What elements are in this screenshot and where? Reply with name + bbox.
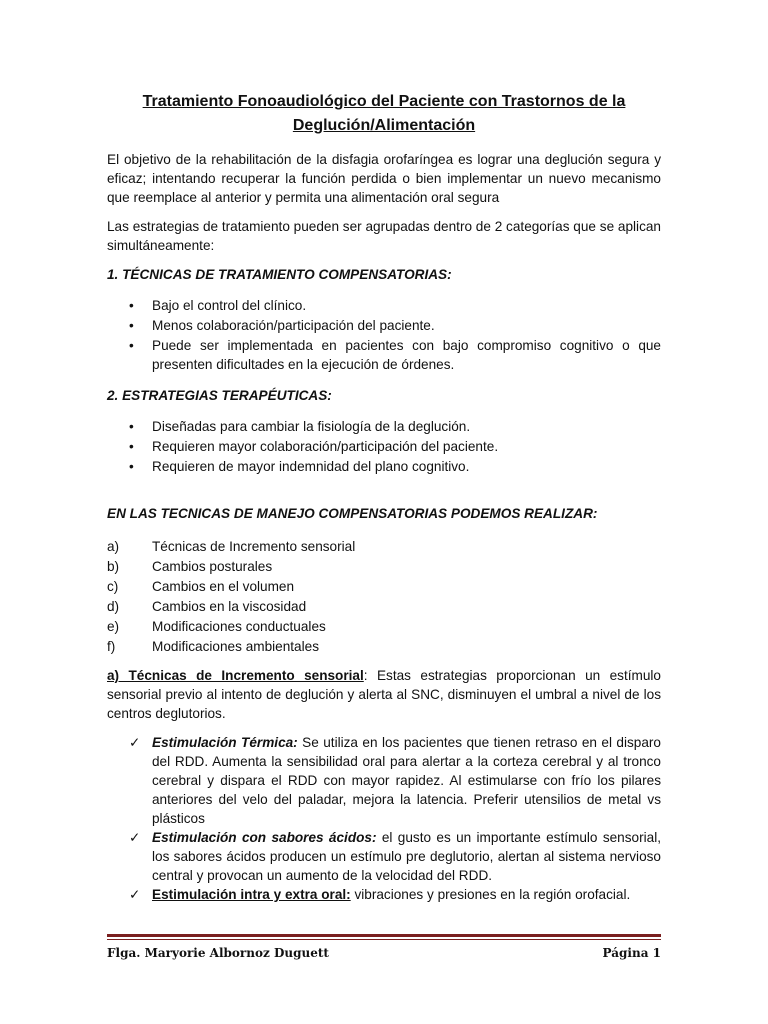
list-item: f) Modificaciones ambientales — [107, 639, 319, 654]
section-1-heading: 1. TÉCNICAS DE TRATAMIENTO COMPENSATORIAS: — [107, 267, 452, 282]
bullet-icon: • — [129, 318, 134, 333]
section-1-list — [107, 296, 661, 374]
list-item: e) Modificaciones conductuales — [107, 619, 326, 634]
footer-rule — [107, 934, 661, 937]
list-item: a) Técnicas de Incremento sensorial — [107, 539, 356, 554]
list-item: ✓ Estimulación con sabores ácidos: el gusto es un importante estímulo sensorial, los sabores ácidos producen un estímulo pre deglutorio, alertan al sistema nervioso central y provocan un aumento de la velocidad del RDD. — [129, 830, 661, 883]
list-item: ✓ Estimulación intra y extra oral: vibraciones y presiones en la región orofacial. — [129, 887, 631, 902]
list-item: • Bajo el control del clínico. — [129, 298, 307, 313]
sensorial-lead: a) Técnicas de Incremento sensorial — [107, 668, 364, 683]
footer-page-number: Página 1 — [602, 946, 661, 960]
section-2-heading: 2. ESTRATEGIAS TERAPÉUTICAS: — [107, 388, 332, 403]
bullet-icon: • — [129, 459, 134, 474]
bullet-icon: • — [129, 298, 134, 313]
bullet-icon: • — [129, 419, 134, 434]
list-item: ✓ Estimulación Térmica: Se utiliza en los pacientes que tienen retraso en el disparo del RDD. Aumenta la sensibilidad oral para alertar a la corteza cerebral y al tronco cerebral y dispara el RDD con mayor rapidez. Al estimularse con frío los pilares anteriores del velo del paladar, mejora la latencia. Preferir utensilios de metal vs plásticos — [129, 735, 661, 826]
intro-paragraph-2: Las estrategias de tratamiento pueden ser agrupadas dentro de 2 categorías que se aplican simultáneamente: — [107, 219, 661, 253]
list-item: • Requieren de mayor indemnidad del plano cognitivo. — [129, 459, 470, 474]
footer-author: Flga. Maryorie Albornoz Duguett — [107, 946, 329, 960]
intro-paragraph-1: El objetivo de la rehabilitación de la disfagia orofaríngea es lograr una deglución segura y eficaz; intentando recuperar la función perdida o bien implementar un nuevo mecanismo que reemplace al anterior y permita una alimentación oral segura — [107, 152, 661, 205]
section-3-list — [107, 537, 661, 656]
footer-rule-thin — [107, 939, 661, 940]
checkmark-icon: ✓ — [129, 735, 141, 750]
list-item: • Diseñadas para cambiar la fisiología de la deglución. — [129, 419, 471, 434]
sensorial-paragraph: a) Técnicas de Incremento sensorial: Estas estrategias proporcionan un estímulo sensorial previo al intento de deglución y alerta al SNC, disminuyen el umbral a nivel de los centros deglutorios. — [107, 668, 661, 721]
list-item: • Puede ser implementada en pacientes con bajo compromiso cognitivo o que presenten dificultades en la ejecución de órdenes. — [129, 338, 661, 372]
section-2-list — [107, 417, 661, 476]
section-3-heading: EN LAS TECNICAS DE MANEJO COMPENSATORIAS PODEMOS REALIZAR: — [107, 506, 598, 521]
list-item: b) Cambios posturales — [107, 559, 273, 574]
list-item: • Requieren mayor colaboración/participación del paciente. — [129, 439, 499, 454]
checkmark-icon: ✓ — [129, 830, 141, 845]
bullet-icon: • — [129, 338, 134, 353]
list-item: • Menos colaboración/participación del paciente. — [129, 318, 435, 333]
bullet-icon: • — [129, 439, 134, 454]
stimulation-list — [107, 733, 661, 904]
page-footer — [107, 944, 661, 963]
checkmark-icon: ✓ — [129, 887, 141, 902]
list-item: d) Cambios en la viscosidad — [107, 599, 307, 614]
list-item: c) Cambios en el volumen — [107, 579, 295, 594]
document-title: Tratamiento Fonoaudiológico del Paciente con Trastornos de la Deglución/Alimentación — [142, 93, 626, 134]
document-body — [107, 90, 661, 904]
